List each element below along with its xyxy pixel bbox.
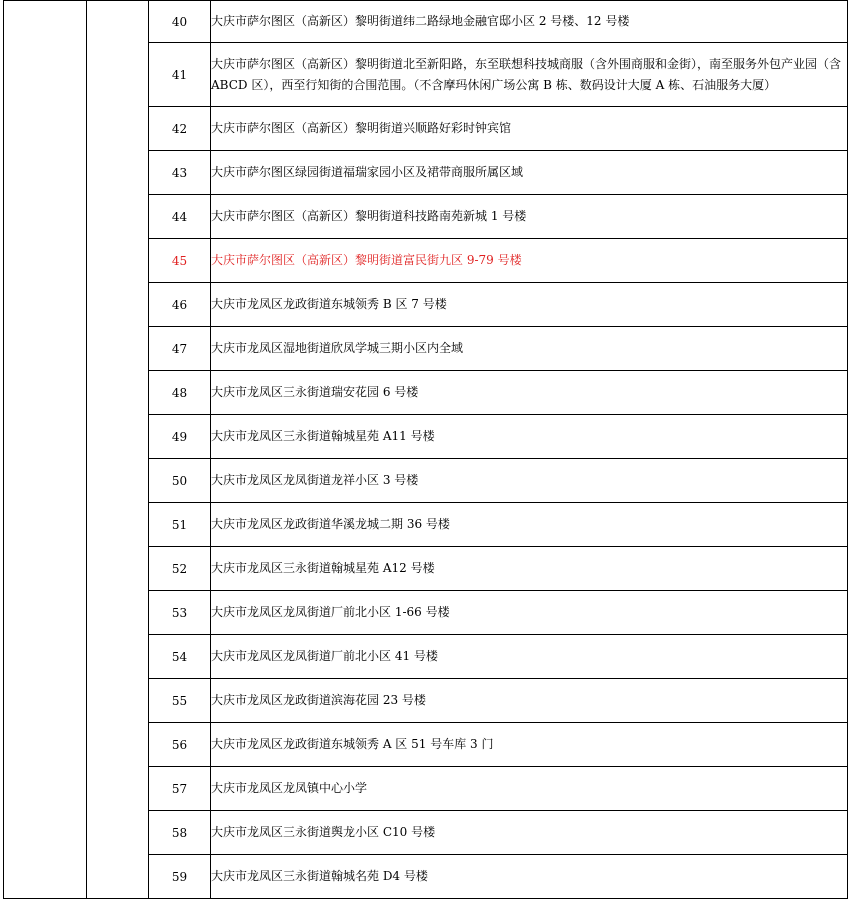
table-body bbox=[4, 1, 848, 899]
row-number: 57 bbox=[149, 767, 211, 811]
row-number: 54 bbox=[149, 635, 211, 679]
row-address: 大庆市龙凤区龙政街道东城领秀 B 区 7 号楼 bbox=[211, 283, 848, 327]
merged-cell-column-1 bbox=[4, 1, 87, 899]
row-number: 47 bbox=[149, 327, 211, 371]
row-address: 大庆市龙凤区湿地街道欣凤学城三期小区内全域 bbox=[211, 327, 848, 371]
row-number: 40 bbox=[149, 1, 211, 43]
row-number: 55 bbox=[149, 679, 211, 723]
row-number: 58 bbox=[149, 811, 211, 855]
row-number: 44 bbox=[149, 195, 211, 239]
row-address: 大庆市龙凤区龙凤街道龙祥小区 3 号楼 bbox=[211, 459, 848, 503]
row-number: 51 bbox=[149, 503, 211, 547]
row-number: 46 bbox=[149, 283, 211, 327]
row-number: 42 bbox=[149, 107, 211, 151]
row-address: 大庆市萨尔图区（高新区）黎明街道北至新阳路，东至联想科技城商服（含外围商服和金街），南至服务外包产业园（含 ABCD 区），西至行知街的合围范围。（不含摩玛休闲广场公寓 B 栋、数码设计大厦 A 栋、石油服务大厦） bbox=[211, 43, 848, 107]
row-number: 50 bbox=[149, 459, 211, 503]
row-number: 45 bbox=[149, 239, 211, 283]
row-address: 大庆市龙凤区龙凤街道厂前北小区 1-66 号楼 bbox=[211, 591, 848, 635]
row-address: 大庆市龙凤区龙政街道东城领秀 A 区 51 号车库 3 门 bbox=[211, 723, 848, 767]
row-address: 大庆市萨尔图区（高新区）黎明街道纬二路绿地金融官邸小区 2 号楼、12 号楼 bbox=[211, 1, 848, 43]
row-address: 大庆市龙凤区三永街道舆龙小区 C10 号楼 bbox=[211, 811, 848, 855]
row-number: 52 bbox=[149, 547, 211, 591]
row-address: 大庆市萨尔图区（高新区）黎明街道富民街九区 9-79 号楼 bbox=[211, 239, 848, 283]
row-address: 大庆市龙凤区三永街道翰城星苑 A11 号楼 bbox=[211, 415, 848, 459]
row-address: 大庆市龙凤区龙凤街道厂前北小区 41 号楼 bbox=[211, 635, 848, 679]
row-number: 48 bbox=[149, 371, 211, 415]
row-address: 大庆市龙凤区三永街道翰城名苑 D4 号楼 bbox=[211, 855, 848, 899]
row-address: 大庆市龙凤区龙政街道滨海花园 23 号楼 bbox=[211, 679, 848, 723]
address-table bbox=[3, 0, 848, 899]
table-row bbox=[4, 1, 848, 43]
row-address: 大庆市萨尔图区（高新区）黎明街道兴顺路好彩时钟宾馆 bbox=[211, 107, 848, 151]
row-address: 大庆市萨尔图区（高新区）黎明街道科技路南苑新城 1 号楼 bbox=[211, 195, 848, 239]
merged-cell-column-2 bbox=[87, 1, 149, 899]
row-address: 大庆市龙凤区龙凤镇中心小学 bbox=[211, 767, 848, 811]
row-address: 大庆市萨尔图区绿园街道福瑞家园小区及裙带商服所属区域 bbox=[211, 151, 848, 195]
row-number: 41 bbox=[149, 43, 211, 107]
row-address: 大庆市龙凤区龙政街道华溪龙城二期 36 号楼 bbox=[211, 503, 848, 547]
row-address: 大庆市龙凤区三永街道翰城星苑 A12 号楼 bbox=[211, 547, 848, 591]
row-address: 大庆市龙凤区三永街道瑞安花园 6 号楼 bbox=[211, 371, 848, 415]
row-number: 56 bbox=[149, 723, 211, 767]
row-number: 43 bbox=[149, 151, 211, 195]
row-number: 59 bbox=[149, 855, 211, 899]
row-number: 49 bbox=[149, 415, 211, 459]
row-number: 53 bbox=[149, 591, 211, 635]
